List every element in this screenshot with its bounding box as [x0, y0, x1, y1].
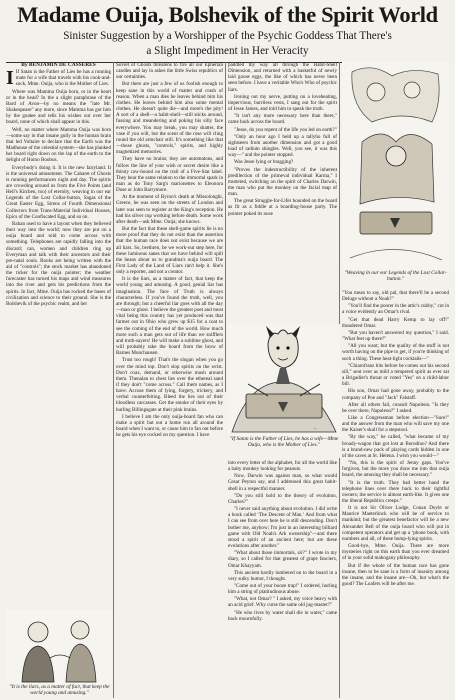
article-column-1	[6, 62, 111, 698]
paragraph: "You'll find the poorer in the attic's cubby," cut in a voice evidently an Omar's rival.	[342, 303, 449, 316]
paragraph: "Get that dead Harry Kemp to lay off!" thundered Omar.	[342, 316, 449, 329]
spirits-around-ouija-drawing	[342, 62, 449, 270]
subheadline-line-2: a Slight Impediment in Her Veracity	[146, 45, 309, 57]
newspaper-page	[6, 2, 449, 698]
paragraph: Soviet of Ghosts threatens to fire all our Epherian candles and lay in ashes the little Swiss republics of our certainties.	[116, 62, 223, 81]
paragraph: "It isn't any more necessary here than there," came back across the board.	[228, 113, 337, 126]
left-figure-caption: "It is the liars, as a matter of fact, that keep the world young and amusing."	[9, 684, 110, 697]
illustrator-signature-mark: ~	[314, 426, 317, 431]
paragraph: "Only an hour ago I held up a tallyho full of sightseers from another dimension and got a good load of radium shingles. Well, you see, it was this way—" and the pointer stopped.	[228, 133, 337, 159]
paragraph: After all others fail, consult Napoleon. "Is they be over there, Napoleon?" I asked.	[342, 401, 449, 414]
center-figure-caption: "If Satan is the Father of Lies, he has a wife—Mme Ouija, who is the Mother of Lies."	[229, 436, 339, 449]
paragraph: into every letter of the alphabet, for all the world like a baby monkey looking for peanuts.	[228, 460, 337, 473]
paragraph: "All you want; but the quality of the stuff is not worth having on the pipe to get, if you're thinking of such a thing. These heat-light cocktails—"	[342, 343, 449, 362]
paragraph: "He who lives by water shall die in water," came back mournfully.	[228, 609, 337, 622]
article-column-3-upper	[228, 62, 337, 322]
drop-cap: I	[6, 67, 14, 90]
paragraph: Trust too rough! That's the slogan when you go over the mind top. Don't slop spirits on the wrist. Don't coax, demand, or otherwise mush around them. Thenalan to chest lies over the ethereal sand if they don't "come across." Call them names, as I have. Accuse them of lying, forgery, trickery, and verbal counterfeiting. Bleed the lies out of their bloodless carcasses. Get the smoke of their eyes by hurling Billingsgate at their pink brains.	[116, 357, 223, 413]
left-illustration	[6, 610, 113, 698]
byline: By BENJAMIN DE CASSERES	[21, 62, 96, 68]
paragraph: At the moment of Byron's death at Missolonghi, Greece, he was seen on the streets of London and later was seen to register at the King's reception. He had his silver cup working before death. Some work after death—ask Mme. Ouija; she knows.	[116, 194, 223, 225]
paragraph: Like a Congressman before election—"Sure!" and the answer from the man who will save my one the Kaiser's skull for a stepstool.	[342, 414, 449, 434]
column-divider	[113, 62, 114, 698]
paragraph: Good-bye, Mme. Ouija. There are more mysteries right on this earth than you ever dreamed of in your solid mahogany philosophy.	[342, 543, 449, 562]
article-columns	[6, 62, 449, 698]
paragraph: But if the whole of the human race has gone insane, then to be sane is a form of insanity among the insane, and the insane are—Oh, but what's the good? The Loafers will be after me.	[342, 562, 449, 588]
paragraph: "Chiarofranz hits before he comes out his second sill," sent over as mild a tempered spirit as ever sat a Brigadier's throat or voted "Yes" on a child-labor bill.	[342, 362, 449, 388]
paragraph: "Jesse, do you repent of the life you led on earth?"	[234, 126, 337, 133]
column-divider	[225, 62, 226, 392]
paragraph: "What, not Omar? " I asked, my voice heavy with an acid grief. Why curse the same old jug-master?"	[228, 596, 337, 609]
paragraph: Where was Mamma Ouija born, or in the heart or in the head? In the a slight paraphrase of the Bard of Avon—by no means the "late Mr. Shakespeare" any more, since Mamma has got him by the goatee and tells his wishes out over her board, none of which shall appear in this.	[6, 88, 111, 126]
paragraph: It is the liars, as a matter of fact, that keep the world young and amusing. A good, genial liar has imagination. The face of Truth is always characterless. If you've found the truth, well, you are through; but a cheerful liar goes with all the day—man or ghost. I believe the greatest poet and most vital being this country has yet produced was that farmer out in Ohio who grew up $15 for a coat to see the coming of the end of the world. How much more such a man gets out of life than we snifflers and truth-sayers! He will make a sublime ghost, and will probably take the board from the brow of Barnes Munchausen.	[116, 276, 223, 357]
right-illustration	[342, 62, 449, 288]
headline: Madame Ouija, Bolshevik of the Spirit World	[17, 2, 438, 27]
paragraph: paddled my way all through the Habit-Shell Dimension, and returned with a basketful of newly laid goose eggs, the like of which has never been seen before. I have a veritable Who's Who of psychic liars.	[228, 62, 337, 93]
paragraph: "But you haven't answered my question," I said. "What feet up there?"	[342, 329, 449, 343]
paragraph: "Proves the indestructibility of the inherent predilection of the primeval individual Karma," I muttered, switching on the spirit of Charles Darwin, the man who put the monkey on the facial map of man.	[228, 166, 337, 198]
right-figure-caption: "Weaving in our ear Legends of the Lost Collar-button."	[344, 270, 447, 283]
paragraph: Everybody's doing it. It is the new fairyland. It is the universal amusement. The Cabaret of Ghosts is running performances night and day. The spirits are crowding around us from the Five Points (and Hell's Kitchen, too) of eternity, weaving in our ear Legends of the Lost Collar-button, Sagas of the Great Easter Egg, Sirens of Fourth Dimensional Collectors from Trans-Material Individual Houses, Epics of the Confiscated Egg, and so on.	[6, 164, 111, 220]
article-column-4	[342, 290, 449, 698]
paragraph: I If Satan is the Father of Lies he has a running mate for a wife that travels with his cook-and-sock, Mme. Ouija, who is the Mother of Lies.	[6, 67, 111, 90]
article-column-3-lower	[228, 460, 337, 698]
paragraph: But there are just a few of us foolish enough to keep sane in this world of matter and crash of reason. When a man dies he leaves behind him his clothes. He leaves behind him also some mental clothes. He doesn't quite die—and more's the pity! A sort of a shell—a habit-shell—still sticks around, fussing and meandering and poking his silly face everywhere. You may break, you may shatter, the vase if you will, but the scent of the rose will cling round the old armchair still. It's something like that—those ghosts, "controls," spirits, and highly magnetized memories.	[116, 81, 223, 156]
paragraph: It is not Sir Oliver Lodge, Conan Doyle or Maurice Maeterlinck who will be of service to mankind; but the greatest benefactor will be a new Alexander Bell of the ouija board who will put in competent operators and get up a ‘phone book, with numbers and all, of these bump-lying spirits.	[342, 505, 449, 542]
liar-figures-drawing	[6, 610, 113, 684]
paragraph: "No, this is the spirit of Jenny gaps. You've forgiven, but the more you draw me into that ouija board, the amusing they shall be necessary."	[342, 460, 449, 479]
paragraph: "I never said anything about evolution. I did write a book called ‘The Descent of Man.’ And from what I can see from over here he is still descending. Don't bother me, anyhow; I'm just in an interesting billiard game with Old Noah's Ark ownership"—and there stood a spirit of an ancient here; but are these evolutions after another."	[228, 506, 337, 550]
paragraph: Now, Darwin was against man, so what would Cesar Peyton say, and I addressed this great habit-shell in a respectful manner.	[228, 473, 337, 492]
paragraph: "By the way," he called, "what became of my broady-wagon that got lost at Borodino? And there is a brand-new pack of playing cards hidden in one of the caves at St. Helena. I wish you would—"	[342, 434, 449, 459]
paragraph: "What about those immortals, sir?" I wrote in my diary, so I called for that greatest of grape fanciers, Omar Khayyam.	[228, 550, 337, 569]
paragraph: "Come out of your booze trap!" I ordered, hurling him a string of platitudinous abuse.	[228, 582, 337, 596]
paragraph: "You mean to say, old pal, that there'll be a second Deluge without a Noah?"	[342, 290, 449, 303]
center-illustration	[228, 324, 340, 458]
paragraph: His son, Omar had gone away, probably to the company of Poe and "Jack" Falstaff.	[342, 388, 449, 401]
paragraph: Was Jesse lying or bragging?	[234, 159, 294, 166]
paragraph: They have no brains; they are automatons, and follow the line of your wish or secret desire like a thirsty raw-hound on the trail of a Five-Star label. They bear the same relation to the immortal spark in man as do Tony Sarg's marionettes to Eleonora Duse or John Barrymore.	[116, 156, 223, 194]
paragraph: Bahan used to have a layout when they believed their way into the world; now they are put on a ouija board and told to come across with something. Telephones are rapidly falling into the discard; can, women and children ring up Everyman and talk with their ancestors and their pre-natal souls. Books are being written with the aid of "controls"; the stock market has abandoned the ticker for the ouija pointer; the weather forecaster has turned his maps and wind measures into the river and gets his predictions from the spirits. In fact, Mme. Ouija has rocked the bases of civilization and science to their ground. She is the Bolshevik of the psychic realm, and her	[6, 220, 111, 307]
paragraph: Ironing out my nerve, putting on a lovebeating, impervious, burriless vests, I sang out for the spirit of Jesse James, and told him to speak the truth.	[228, 93, 337, 113]
paragraph: Well, no matter where Mamma Ouija was born—some say in that insane gully in the human brain that led Voltaire to declare that the Earth was the Madhouse of the celestial system—she has planked her board right down on the lap of the earth to the delight of Homo Boobus.	[6, 126, 111, 164]
subheadline-line-1: Sinister Suggestion by a Worshipper of the Psychic Goddess That There's	[63, 30, 392, 42]
paragraph: The great Struggle-for-Lifer hounded on the board as fit as a fiddle at a boarding-house party. The pointer poked its nose	[228, 198, 337, 217]
paragraph: This ancient hardly lumbered on to the board in a very sulky humor, I thought.	[228, 569, 337, 582]
paragraph: "It is the truth. They had better hand the telephone lines over there back to their rightful owners; the service is almost earth-like. It gives one the liberal Republics creeps."	[342, 479, 449, 504]
paragraph: "Do you still hold to the theory of evolution, Charles?"	[228, 492, 337, 505]
satan-and-ouija-drawing	[228, 324, 340, 436]
paragraph: I believe I am the only ouija-board fan who can make a spirit bat out a home run all around the board when I want to, or cause him to fan out before he gets his eye cocked on my question. I have	[116, 413, 223, 439]
article-column-2	[116, 62, 223, 698]
paragraph: But the fact that these shell-game spirits lie is no more proof that they do not exist than the assertion that the human race does not exist because we are all liars. So, brethren, be we work-out step here, for these luminous sanes that we have behind will spill the beans about us to grandma's ouija board. The First Lady of the Land of Liars can't help it. She's only a reporter, and not a creator.	[116, 226, 223, 276]
